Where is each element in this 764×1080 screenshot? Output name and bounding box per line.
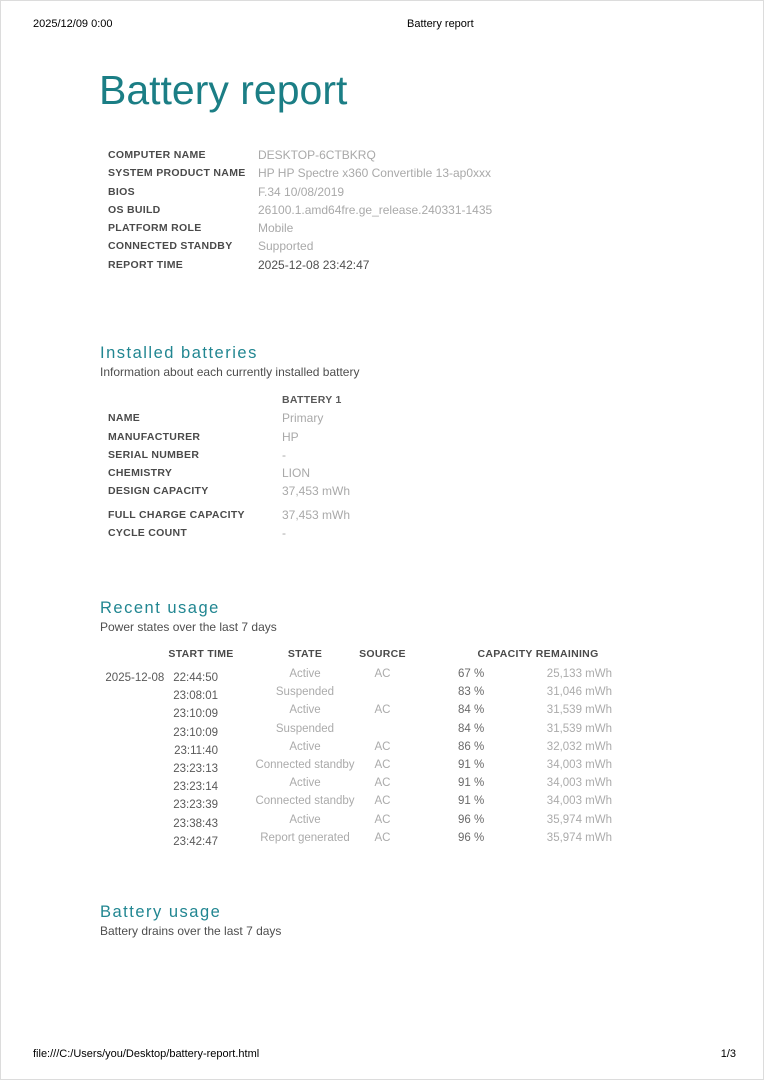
- usage-state: Active: [289, 813, 321, 826]
- print-footer-url: file:///C:/Users/you/Desktop/battery-report.html: [33, 1048, 260, 1060]
- usage-row: [100, 757, 620, 775]
- info-value: F.34 10/08/2019: [258, 184, 345, 199]
- recent-usage-header-row: [100, 646, 620, 664]
- system-info-row: [108, 220, 628, 238]
- usage-mwh: 35,974 mWh: [546, 831, 612, 844]
- battery-info-row: [108, 525, 628, 543]
- usage-state: Connected standby: [255, 758, 355, 771]
- usage-time: 23:23:39: [173, 799, 218, 812]
- system-info-row: [108, 202, 628, 220]
- usage-row: [100, 830, 620, 848]
- battery-value: 37,453 mWh: [282, 484, 351, 499]
- system-info-table: [108, 147, 628, 275]
- battery-label: CHEMISTRY: [108, 467, 173, 480]
- battery-rows: [108, 410, 628, 543]
- usage-state: Active: [289, 740, 321, 753]
- system-info-row: [108, 147, 628, 165]
- info-value: 26100.1.amd64fre.ge_release.240331-1435: [258, 202, 493, 217]
- usage-percent: 84 %: [458, 722, 485, 735]
- battery-value: -: [282, 526, 286, 541]
- recent-usage-subtitle: Power states over the last 7 days: [100, 620, 277, 634]
- col-capacity-remaining: CAPACITY REMAINING: [477, 648, 599, 660]
- usage-mwh: 34,003 mWh: [546, 758, 612, 771]
- battery-info-row: [108, 483, 628, 501]
- usage-mwh: 35,974 mWh: [546, 813, 612, 826]
- usage-percent: 86 %: [458, 740, 485, 753]
- battery-info-row: [108, 447, 628, 465]
- usage-percent: 91 %: [458, 795, 485, 808]
- usage-source: AC: [374, 704, 391, 717]
- info-label: OS BUILD: [108, 203, 161, 216]
- battery-label: DESIGN CAPACITY: [108, 485, 209, 498]
- usage-mwh: 31,539 mWh: [546, 722, 612, 735]
- info-label: PLATFORM ROLE: [108, 222, 202, 235]
- usage-time: 23:23:14: [173, 781, 218, 794]
- usage-time: 23:11:40: [174, 744, 218, 757]
- battery-usage-heading: Battery usage: [100, 903, 222, 921]
- col-source: SOURCE: [359, 648, 406, 660]
- info-value: DESKTOP-6CTBKRQ: [258, 148, 376, 162]
- usage-source: AC: [374, 668, 391, 680]
- print-header-datetime: 2025/12/09 0:00: [33, 18, 113, 30]
- usage-source: AC: [374, 813, 391, 826]
- battery-value: -: [282, 447, 286, 462]
- battery-usage-subtitle: Battery drains over the last 7 days: [100, 924, 282, 938]
- info-value: HP HP Spectre x360 Convertible 13-ap0xxx: [258, 166, 492, 181]
- battery-info-row: [108, 465, 628, 483]
- usage-row: [100, 721, 620, 739]
- col-state: STATE: [287, 648, 323, 660]
- battery-value: LION: [282, 466, 311, 481]
- usage-row: [100, 684, 620, 702]
- usage-percent: 96 %: [458, 831, 485, 844]
- usage-state: Active: [289, 704, 321, 717]
- usage-source: AC: [374, 777, 391, 790]
- usage-time: 23:08:01: [173, 690, 218, 703]
- usage-row: [100, 702, 620, 720]
- usage-mwh: 32,032 mWh: [546, 740, 612, 753]
- info-label: COMPUTER NAME: [108, 149, 206, 161]
- usage-source: AC: [374, 758, 391, 771]
- usage-percent: 96 %: [458, 813, 485, 826]
- battery-column-header: BATTERY 1: [282, 394, 342, 406]
- usage-row: [100, 775, 620, 793]
- battery-value: HP: [282, 429, 299, 444]
- usage-source: AC: [374, 795, 391, 808]
- info-label: CONNECTED STANDBY: [108, 240, 233, 253]
- info-value: Mobile: [258, 221, 294, 236]
- usage-date: 2025-12-08: [105, 672, 165, 684]
- usage-state: Connected standby: [255, 795, 355, 808]
- battery-label: SERIAL NUMBER: [108, 448, 200, 461]
- usage-percent: 91 %: [458, 758, 485, 771]
- usage-state: Report generated: [260, 831, 350, 844]
- installed-batteries-subtitle: Information about each currently installed battery: [100, 365, 360, 379]
- recent-usage-heading: Recent usage: [100, 599, 220, 617]
- battery-label: CYCLE COUNT: [108, 527, 188, 540]
- usage-mwh: 31,046 mWh: [546, 686, 612, 699]
- system-info-row: [108, 184, 628, 202]
- usage-source: AC: [374, 740, 391, 753]
- usage-mwh: 34,003 mWh: [546, 795, 612, 808]
- usage-percent: 91 %: [458, 777, 485, 790]
- battery-info-row: [108, 410, 628, 428]
- usage-state: Active: [289, 668, 321, 680]
- usage-row: [100, 812, 620, 830]
- usage-percent: 83 %: [458, 686, 485, 699]
- usage-state: Active: [289, 777, 321, 790]
- info-value: Supported: [258, 239, 314, 254]
- usage-source: AC: [374, 831, 391, 844]
- battery-label: MANUFACTURER: [108, 430, 201, 443]
- battery-value: 37,453 mWh: [282, 507, 351, 522]
- usage-percent: 84 %: [458, 704, 485, 717]
- battery-info-row: [108, 429, 628, 447]
- usage-mwh: 31,539 mWh: [546, 704, 612, 717]
- usage-time: 23:10:09: [173, 726, 218, 739]
- usage-row: [100, 739, 620, 757]
- battery-label: NAME: [108, 412, 141, 425]
- usage-time: 22:44:50: [173, 672, 218, 684]
- print-header-title: Battery report: [407, 18, 474, 30]
- usage-time: 23:10:09: [173, 708, 218, 721]
- battery-info-row: [108, 507, 628, 525]
- usage-row: [100, 666, 620, 684]
- battery-value: Primary: [282, 411, 324, 426]
- usage-time: 23:38:43: [173, 817, 218, 830]
- installed-batteries-heading: Installed batteries: [100, 344, 258, 362]
- installed-batteries-table: [108, 392, 628, 543]
- usage-time: 23:42:47: [173, 835, 218, 848]
- info-label: SYSTEM PRODUCT NAME: [108, 167, 246, 180]
- battery-label: FULL CHARGE CAPACITY: [108, 508, 245, 521]
- report-title: Battery report: [99, 67, 348, 113]
- info-value: 2025-12-08 23:42:47: [258, 257, 370, 272]
- recent-usage-rows: [100, 666, 620, 848]
- usage-mwh: 25,133 mWh: [546, 668, 612, 680]
- info-label: BIOS: [108, 185, 135, 198]
- usage-mwh: 34,003 mWh: [546, 777, 612, 790]
- system-info-row: [108, 165, 628, 183]
- print-footer-page-number: 1/3: [720, 1048, 736, 1060]
- info-label: REPORT TIME: [108, 258, 184, 271]
- usage-row: [100, 793, 620, 811]
- usage-state: Suspended: [275, 686, 335, 699]
- usage-time: 23:23:13: [173, 762, 218, 775]
- system-info-row: [108, 257, 628, 275]
- recent-usage-table: [100, 646, 620, 848]
- usage-start-time: [100, 832, 218, 850]
- system-info-row: [108, 238, 628, 256]
- usage-percent: 67 %: [458, 668, 485, 680]
- col-start-time: START TIME: [168, 648, 234, 660]
- usage-state: Suspended: [275, 722, 335, 735]
